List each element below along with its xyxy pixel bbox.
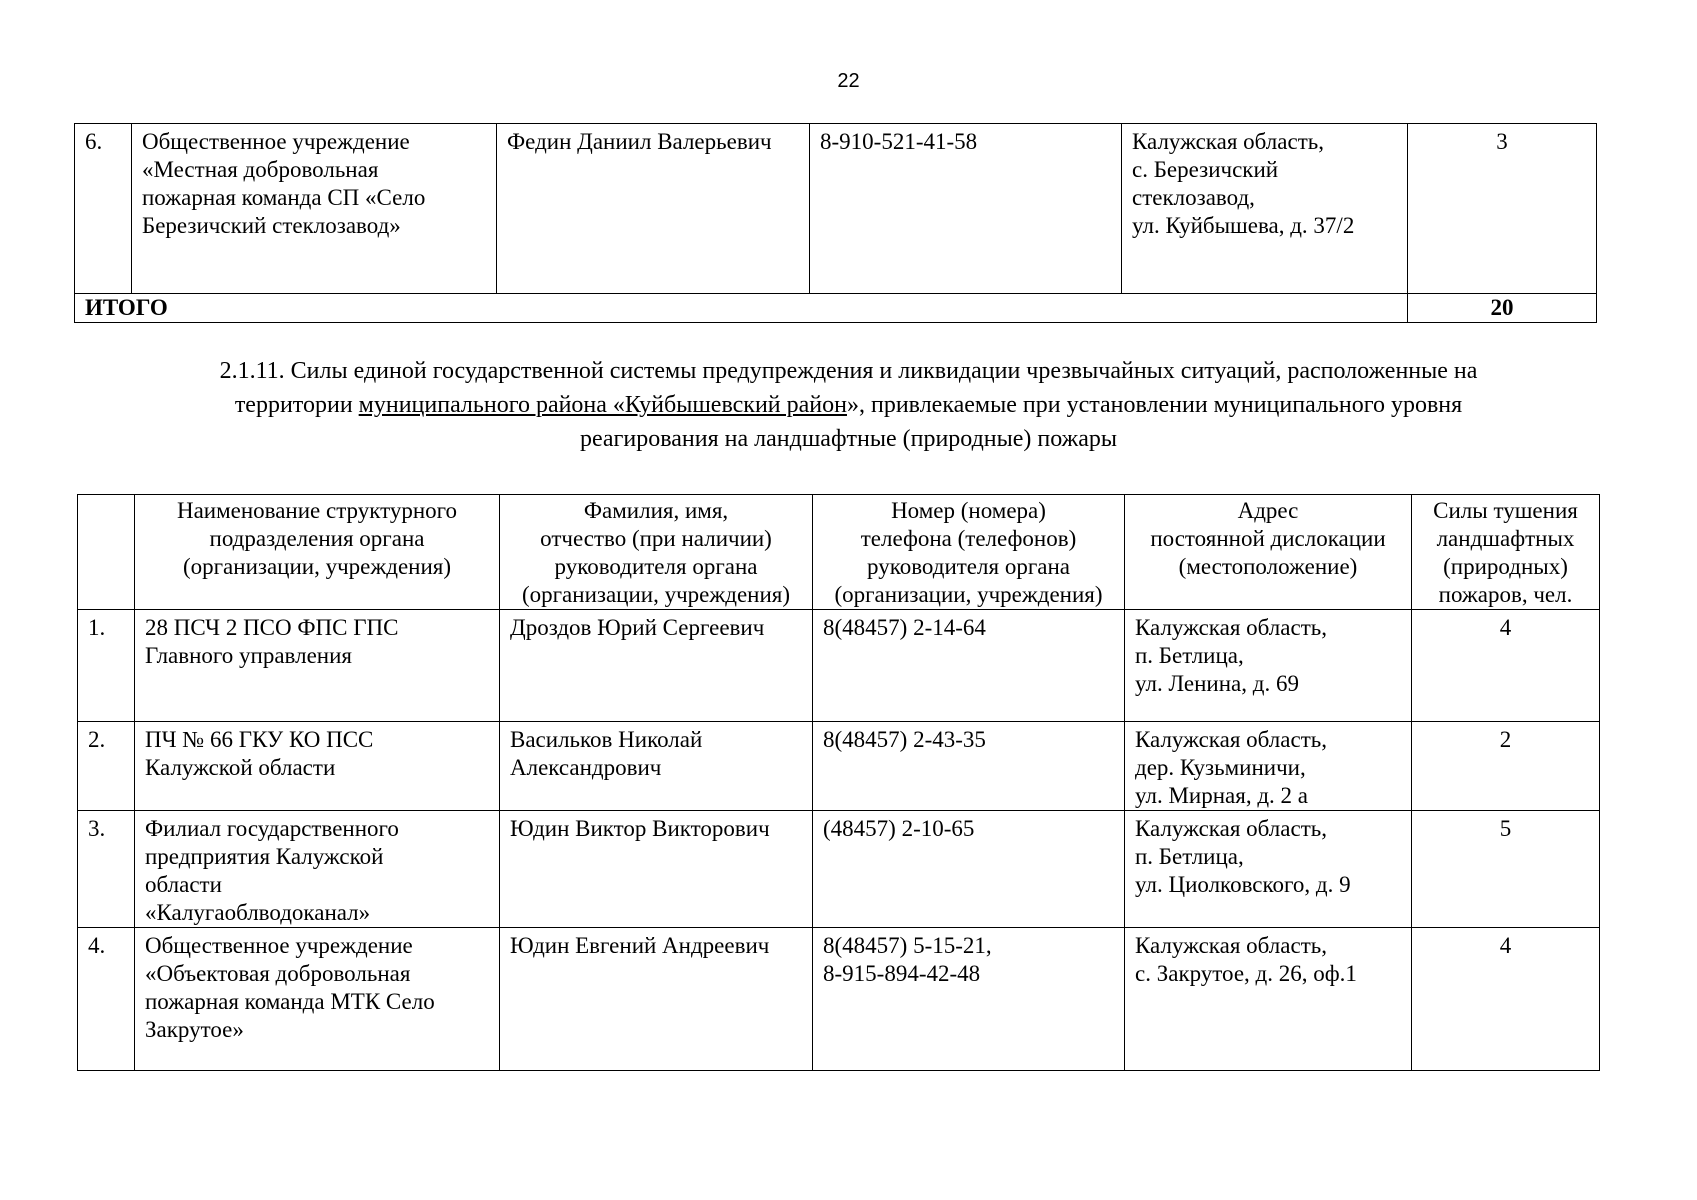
address-cell (1122, 124, 1408, 294)
unit-name-cell (135, 811, 500, 928)
cell-line: стеклозавод, (1132, 185, 1255, 210)
cell-line: «Калугаоблводоканал» (145, 900, 371, 925)
cell-line: Васильков Николай (510, 727, 703, 752)
header-name (135, 495, 500, 610)
cell-line: предприятия Калужской (145, 844, 384, 869)
row-number: 3. (78, 811, 135, 928)
cell-line: ПЧ № 66 ГКУ КО ПСС (145, 727, 374, 752)
unit-name-cell (135, 722, 500, 811)
cell-line: дер. Кузьминичи, (1135, 755, 1306, 780)
forces-cell: 3 (1408, 124, 1597, 294)
total-value: 20 (1408, 294, 1597, 323)
cell-line: области (145, 872, 222, 897)
unit-name-cell (135, 928, 500, 1071)
cell-line: с. Закрутое, д. 26, оф.1 (1135, 961, 1357, 986)
cell-line: Федин Даниил Валерьевич (507, 129, 772, 154)
header-num (78, 495, 135, 610)
header-line: Фамилия, имя, (583, 498, 729, 523)
heading-line-1: 2.1.11. Силы единой государственной системы предупреждения и ликвидации чрезвычайных ситуаций, расположенные на (219, 358, 1478, 384)
table-row (78, 928, 1600, 1071)
cell-line: 8-915-894-42-48 (823, 961, 981, 986)
forces-table-continued (74, 123, 1597, 323)
heading-line-3: реагирования на ландшафтные (природные) пожары (579, 426, 1118, 452)
forces-cell: 4 (1412, 610, 1600, 722)
header-line: (природных) (1443, 554, 1568, 579)
cell-line: п. Бетлица, (1135, 844, 1244, 869)
table-row (75, 124, 1597, 294)
phone-cell (813, 928, 1125, 1071)
row-number: 2. (78, 722, 135, 811)
cell-line: Филиал государственного (145, 816, 399, 841)
cell-line: Юдин Евгений Андреевич (510, 933, 770, 958)
cell-line: ул. Ленина, д. 69 (1135, 671, 1299, 696)
total-row (75, 294, 1597, 323)
header-line: Силы тушения (1433, 498, 1578, 523)
table-row (78, 811, 1600, 928)
header-head (500, 495, 813, 610)
cell-line: п. Бетлица, (1135, 643, 1244, 668)
unit-name-cell (132, 124, 497, 294)
header-line: Номер (номера) (891, 498, 1046, 523)
cell-line: Калужская область, (1135, 816, 1327, 841)
header-line: ландшафтных (1436, 526, 1575, 551)
header-line: Адрес (1237, 498, 1299, 523)
header-line: телефона (телефонов) (860, 526, 1077, 551)
header-line: постоянной дислокации (1150, 526, 1386, 551)
head-name-cell (500, 928, 813, 1071)
header-forces (1412, 495, 1600, 610)
cell-line: Дроздов Юрий Сергеевич (510, 615, 765, 640)
cell-line: Березичский стеклозавод» (142, 213, 401, 238)
header-line: пожаров, чел. (1438, 582, 1573, 607)
phone-cell (810, 124, 1122, 294)
head-name-cell (497, 124, 810, 294)
phone-cell (813, 722, 1125, 811)
cell-line: ул. Куйбышева, д. 37/2 (1132, 213, 1355, 238)
header-line: Наименование структурного (176, 498, 458, 523)
cell-line: Калужской области (145, 755, 336, 780)
table-row (78, 722, 1600, 811)
district-link: муниципального района «Куйбышевский район (358, 392, 847, 418)
cell-line: 8(48457) 2-14-64 (823, 615, 986, 640)
header-address (1125, 495, 1412, 610)
cell-line: с. Березичский (1132, 157, 1279, 182)
cell-line: Закрутое» (145, 1017, 244, 1042)
row-number: 4. (78, 928, 135, 1071)
header-line: (организации, учреждения) (521, 582, 791, 607)
cell-line: ул. Циолковского, д. 9 (1135, 872, 1351, 897)
forces-cell: 2 (1412, 722, 1600, 811)
cell-line: 28 ПСЧ 2 ПСО ФПС ГПС (145, 615, 399, 640)
forces-cell: 5 (1412, 811, 1600, 928)
heading-text: территории (234, 392, 359, 418)
address-cell (1125, 722, 1412, 811)
cell-line: пожарная команда СП «Село (142, 185, 426, 210)
head-name-cell (500, 610, 813, 722)
header-line: подразделения органа (209, 526, 425, 551)
cell-line: Общественное учреждение (145, 933, 413, 958)
phone-cell (813, 811, 1125, 928)
row-number: 1. (78, 610, 135, 722)
header-phone (813, 495, 1125, 610)
cell-line: Калужская область, (1135, 933, 1327, 958)
cell-line: (48457) 2-10-65 (823, 816, 975, 841)
cell-line: Юдин Виктор Викторович (510, 816, 770, 841)
header-line: руководителя органа (554, 554, 758, 579)
heading-line-2 (100, 388, 1597, 422)
forces-cell: 4 (1412, 928, 1600, 1071)
cell-line: 8(48457) 2-43-35 (823, 727, 986, 752)
section-heading (100, 354, 1597, 456)
cell-line: ул. Мирная, д. 2 а (1135, 783, 1308, 808)
cell-line: Калужская область, (1132, 129, 1324, 154)
cell-line: 8-910-521-41-58 (820, 129, 978, 154)
cell-line: Александрович (510, 755, 662, 780)
forces-table (77, 494, 1600, 1071)
header-line: (организации, учреждения) (834, 582, 1103, 607)
address-cell (1125, 928, 1412, 1071)
cell-line: Главного управления (145, 643, 352, 668)
table-header-row (78, 495, 1600, 610)
unit-name-cell (135, 610, 500, 722)
heading-text: », привлекаемые при установлении муниципального уровня (846, 392, 1463, 418)
header-line: (организации, учреждения) (182, 554, 452, 579)
cell-line: пожарная команда МТК Село (145, 989, 435, 1014)
head-name-cell (500, 811, 813, 928)
header-line: (местоположение) (1178, 554, 1358, 579)
cell-line: Калужская область, (1135, 615, 1327, 640)
phone-cell (813, 610, 1125, 722)
cell-line: «Местная добровольная (142, 157, 379, 182)
cell-line: Общественное учреждение (142, 129, 410, 154)
header-line: руководителя органа (867, 554, 1070, 579)
address-cell (1125, 610, 1412, 722)
cell-line: Калужская область, (1135, 727, 1327, 752)
page-number: 22 (837, 70, 860, 92)
row-number: 6. (75, 124, 132, 294)
table-row (78, 610, 1600, 722)
cell-line: 8(48457) 5-15-21, (823, 933, 992, 958)
cell-line: «Объектовая добровольная (145, 961, 411, 986)
header-line: отчество (при наличии) (540, 526, 772, 551)
total-label: ИТОГО (75, 294, 1408, 323)
head-name-cell (500, 722, 813, 811)
address-cell (1125, 811, 1412, 928)
